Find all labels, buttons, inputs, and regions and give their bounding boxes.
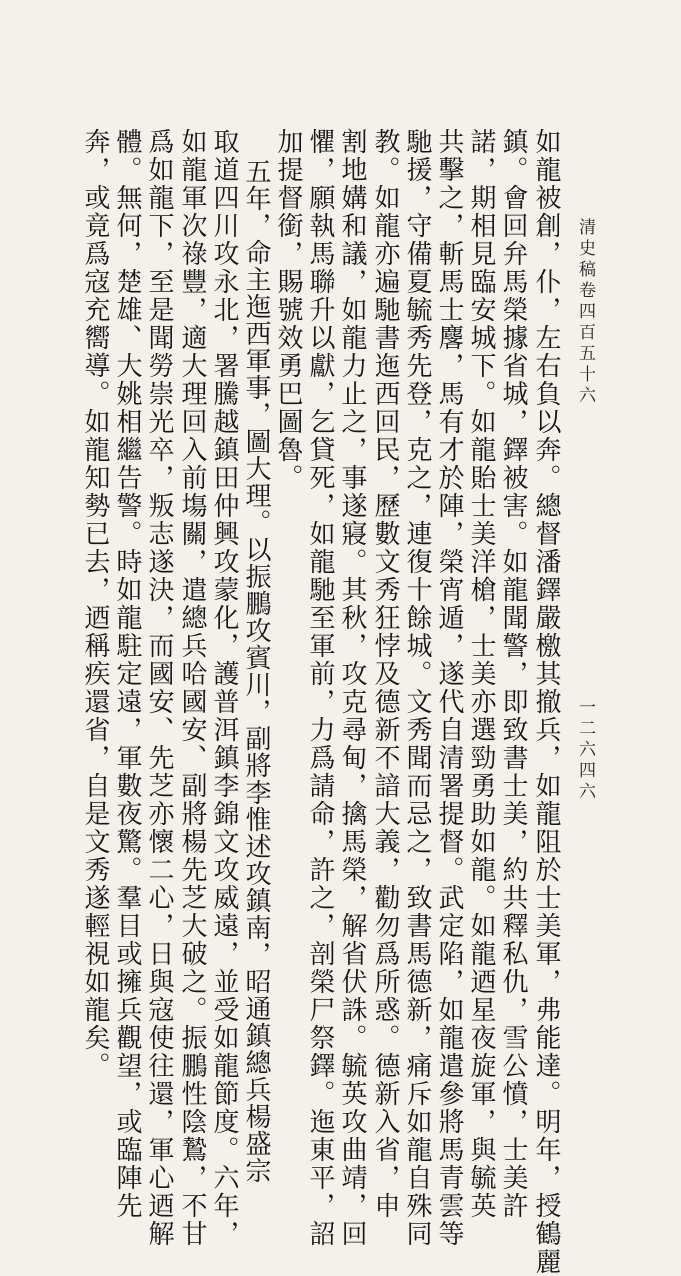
text-column-12: 如龍軍次祿豐，適大理回入前塲關，遣總兵哈國安、副將楊先芝大破之。振鵬性陰鷙，不甘 [177, 128, 207, 1248]
text-column-11: 取道四川攻永北，署騰越鎮田仲興攻蒙化，護普洱鎮李錦文攻威遠，並受如龍節度。六年， [209, 128, 239, 1248]
text-column-7: 割地媾和議，如龍力止之，事遂寢。其秋，攻克尋甸，擒馬榮，解省伏誅。毓英攻曲靖，回 [337, 128, 367, 1248]
text-column-13: 爲如龍下，至是聞勞崇光卒，叛志遂決，而國安、先芝亦懷二心，日與寇使往還，軍心迺解 [144, 128, 174, 1248]
text-column-3: 諾，期相見臨安城下。如龍貽士美洋槍，士美亦選勁勇助如龍。如龍迺星夜旋軍，與毓英 [466, 128, 496, 1220]
text-column-6: 教。如龍亦遍馳書迤西回民，歷數文秀狂悖及德新不諳大義，勸勿爲所惑。德新入省，申 [370, 128, 400, 1220]
text-column-9: 加提督銜，賜號效勇巴圖魯。 [273, 128, 303, 492]
text-column-4: 共擊之，斬馬士麐，馬有才於陣，榮宵遁，遂代自清署提督。武定陷，如龍遣參將馬青雲等 [434, 128, 464, 1248]
text-column-14: 體。無何，楚雄、大姚相繼告警。時如龍駐定遠，軍數夜驚。羣目或擁兵觀望，或臨陣先 [112, 128, 142, 1220]
book-title: 清史稿卷四百五十六 [575, 218, 595, 407]
text-column-15: 奔，或竟爲寇充嚮導。如龍知勢已去，迺稱疾還省，自是文秀遂輕視如龍矣。 [80, 128, 110, 1080]
text-column-1: 如龍被創，仆，左右負以奔。總督潘鐸嚴檄其撤兵，如龍阻於士美軍，弗能達。明年，授鶴麗 [531, 128, 561, 1276]
text-column-5: 馳援，守備夏毓秀先登，克之，連復十餘城。文秀聞而忌之，致書馬德新，痛斥如龍自殊同 [402, 128, 432, 1248]
page-number: 一二六四六 [575, 698, 595, 803]
text-column-10: 五年，命主迤西軍事，圖大理。以振鵬攻賓川，副將李惟述攻鎮南，昭通鎮總兵楊盛宗 [241, 158, 271, 1184]
text-column-8: 懼，願執馬聯升以獻，乞貸死，如龍馳至軍前，力爲請命，許之，剖榮尸祭鐸。迤東平，詔 [305, 128, 335, 1248]
text-column-2: 鎮。會回弁馬榮據省城，鐸被害。如龍聞警，即致書士美，約共釋私仇，雪公憤，士美許 [498, 128, 528, 1220]
